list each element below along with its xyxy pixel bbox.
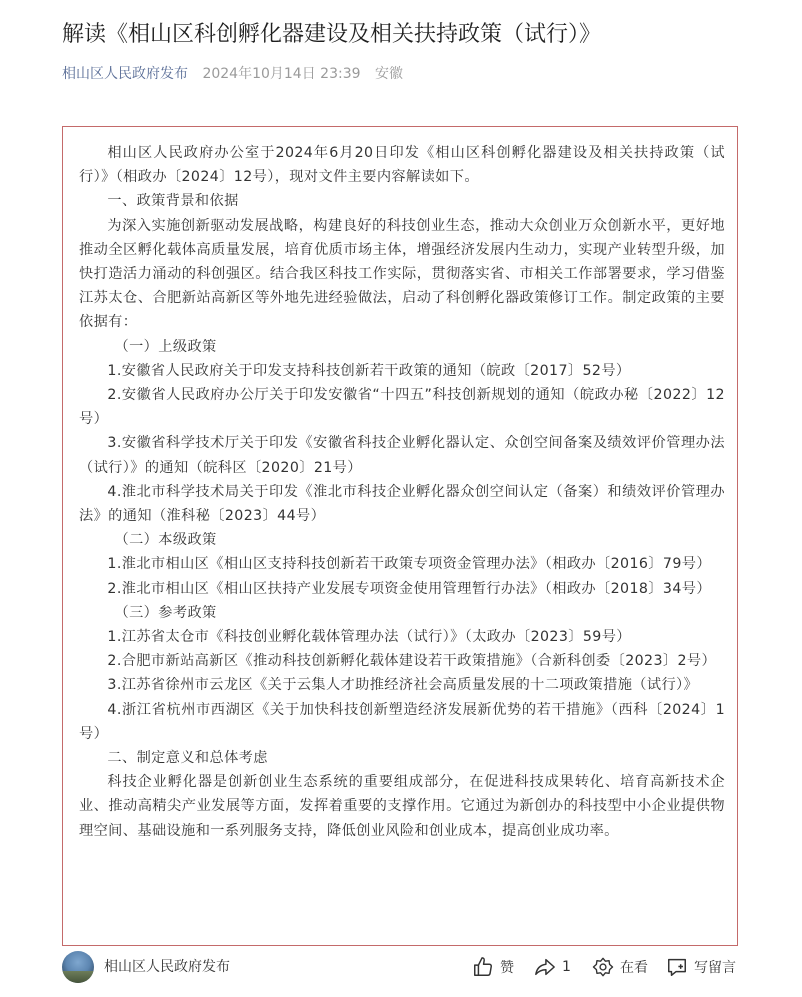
content-paragraph: 2.淮北市相山区《相山区扶持产业发展专项资金使用管理暂行办法》（相政办〔2018〕34号） — [107, 580, 711, 597]
bottom-bar — [0, 946, 802, 997]
content-paragraph: （三）参考政策 — [114, 604, 217, 621]
share-button[interactable] — [534, 954, 571, 980]
content-paragraph: 3.安徽省科学技术厅关于印发《安徽省科技企业孵化器认定、众创空间备案及绩效评价管理办法（试行）》的通知（皖科区〔2020〕21号） — [79, 435, 725, 476]
content-paragraph: （一）上级政策 — [114, 338, 217, 355]
like-label: 赞 — [500, 960, 514, 976]
comment-label: 写留言 — [694, 960, 736, 976]
content-paragraph: 一、政策背景和依据 — [107, 193, 239, 210]
share-arrow-icon — [534, 956, 556, 978]
flower-icon — [592, 956, 614, 978]
author-link[interactable]: 相山区人民政府发布 — [62, 66, 188, 82]
article-content-box — [62, 126, 738, 946]
content-paragraph: （二）本级政策 — [114, 532, 217, 549]
account-avatar[interactable] — [62, 951, 94, 983]
content-paragraph: 二、制定意义和总体考虑 — [107, 750, 268, 767]
publish-time: 2024年10月14日 23:39 — [202, 66, 361, 82]
share-count: 1 — [562, 959, 571, 975]
content-paragraph: 2.安徽省人民政府办公厅关于印发安徽省“十四五”科技创新规划的通知（皖政办秘〔2022〕12 号） — [79, 387, 725, 428]
content-paragraph: 1.安徽省人民政府关于印发支持科技创新若干政策的通知（皖政〔2017〕52号） — [107, 362, 631, 379]
account-name[interactable]: 相山区人民政府发布 — [104, 959, 230, 975]
content-paragraph: 科技企业孵化器是创新创业生态系统的重要组成部分，在促进科技成果转化、培育高新技术企业、推动高精尖产业发展等方面，发挥着重要的支撑作用。它通过为新创办的科技型中小企业提供物理空间、基础设施和一系列服务支持，降低创业风险和创业成本，提高创业成功率。 — [79, 774, 725, 839]
content-paragraph: 1.淮北市相山区《相山区支持科技创新若干政策专项资金管理办法》（相政办〔2016〕79号） — [107, 556, 711, 573]
article-meta — [62, 64, 403, 84]
content-paragraph: 4.浙江省杭州市西湖区《关于加快科技创新塑造经济发展新优势的若干措施》（西科〔2024〕1号） — [79, 701, 725, 742]
article-body — [79, 141, 725, 843]
content-paragraph: 1.江苏省太仓市《科技创业孵化载体管理办法（试行）》（太政办〔2023〕59号） — [107, 629, 631, 646]
thumbs-up-icon — [472, 956, 494, 978]
like-button[interactable] — [472, 954, 514, 980]
content-paragraph: 3.江苏省徐州市云龙区《关于云集人才助推经济社会高质量发展的十二项政策措施（试行）》 — [107, 677, 699, 694]
content-paragraph: 为深入实施创新驱动发展战略，构建良好的科技创业生态，推动大众创业万众创新水平，更好地推动全区孵化载体高质量发展，培育优质市场主体，增强经济发展内生动力，实现产业转型升级，加快打造活力涌动的科创强区。结合我区科技工作实际，贯彻落实省、市相关工作部署要求，学习借鉴江苏太仓、合肥新站高新区等外地先进经验做法，启动了科创孵化器政策修订工作。制定政策的主要依据有： — [79, 217, 725, 331]
content-paragraph: 4.淮北市科学技术局关于印发《淮北市科技企业孵化器众创空间认定（备案）和绩效评价管理办法》的通知（淮科秘〔2023〕44号） — [79, 483, 725, 525]
looking-label: 在看 — [620, 960, 648, 976]
action-bar — [472, 954, 772, 980]
article-title: 解读《相山区科创孵化器建设及相关扶持政策（试行）》 — [62, 22, 602, 47]
content-paragraph: 相山区人民政府办公室于2024年6月20日印发《相山区科创孵化器建设及相关扶持政策（试行）》（相政办〔2024〕12号），现对文件主要内容解读如下。 — [79, 145, 725, 186]
comment-icon — [666, 956, 688, 978]
comment-button[interactable] — [666, 954, 736, 980]
publish-location: 安徽 — [374, 66, 403, 82]
content-paragraph: 2.合肥市新站高新区《推动科技创新孵化载体建设若干政策措施》（合新科创委〔2023〕2号） — [107, 653, 717, 670]
looking-button[interactable] — [592, 954, 648, 980]
